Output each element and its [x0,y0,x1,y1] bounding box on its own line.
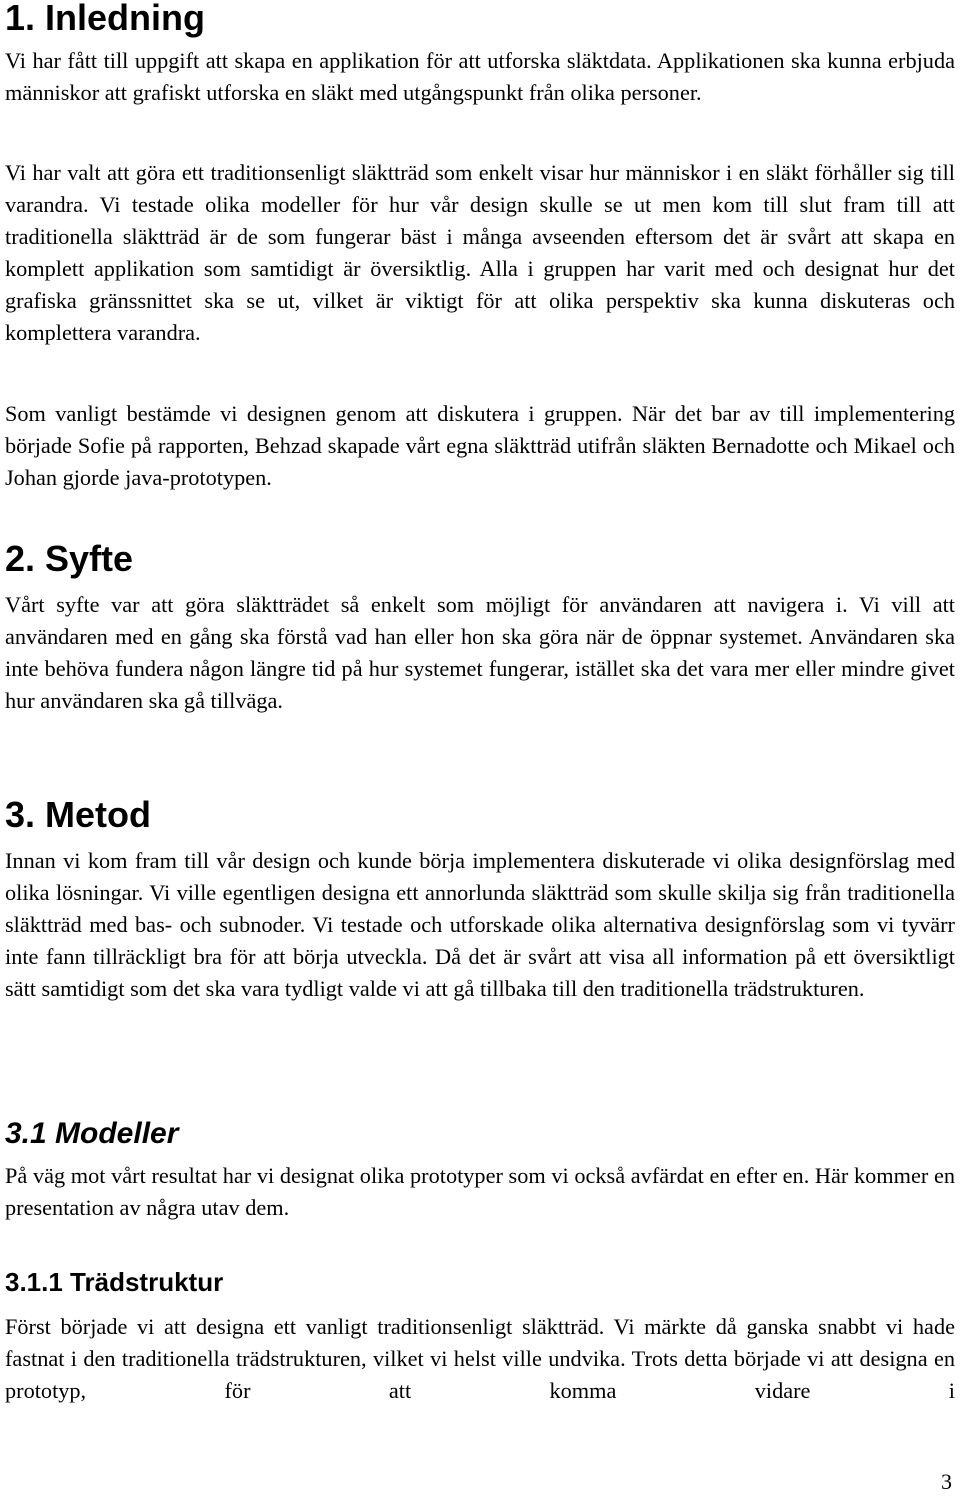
heading-tradstruktur: 3.1.1 Trädstruktur [5,1267,224,1297]
paragraph-inledning-1: Vi har fått till uppgift att skapa en applikation för att utforska släktdata. Applikationen ska kunna erbjuda människor att grafiskt utforska en släkt med utgångspunkt från olika personer. [5,48,955,105]
paragraph-tradstruktur-1: Först började vi att designa ett vanligt traditionsenligt släktträd. Vi märkte då ganska snabbt vi hade fastnat i den traditionella trädstrukturen, vilket vi helst ville undvika. Trots detta började vi att designa en prototyp, för att komma vidare i [5,1314,955,1403]
paragraph-modeller-1: På väg mot vårt resultat har vi designat olika prototyper som vi också avfärdat en efter en. Här kommer en presentation av några utav dem. [5,1163,955,1220]
heading-metod: 3. Metod [5,794,152,835]
heading-modeller: 3.1 Modeller [5,1117,179,1150]
paragraph-metod-1: Innan vi kom fram till vår design och kunde börja implementera diskuterade vi olika designförslag med olika lösningar. Vi ville egentligen designa ett annorlunda släktträd som skulle skilja sig från traditionella släktträd med bas- och subnoder. Vi testade och utforskade olika alternativa designförslag som vi tyvärr inte fann tillräckligt bra för att börja utveckla. Då det är svårt att visa all information på ett översiktligt sätt samtidigt som det ska vara tydligt valde vi att gå tillbaka till den traditionella trädstrukturen. [5,848,955,1001]
paragraph-inledning-3: Som vanligt bestämde vi designen genom att diskutera i gruppen. När det bar av till implementering började Sofie på rapporten, Behzad skapade vårt egna släktträd utifrån släkten Bernadotte och Mikael och Johan gjorde java-prototypen. [5,401,955,490]
paragraph-inledning-2: Vi har valt att göra ett traditionsenligt släktträd som enkelt visar hur människor i en släkt förhåller sig till varandra. Vi testade olika modeller för hur vår design skulle se ut men kom till slut fram till att traditionella släktträd är de som fungerar bäst i många avseenden eftersom det är svårt att skapa en komplett applikation som samtidigt är översiktlig. Alla i gruppen har varit med och designat hur det grafiska gränssnittet ska se ut, vilket är viktigt för att olika perspektiv ska kunna diskuteras och komplettera varandra. [5,160,955,345]
heading-syfte: 2. Syfte [5,538,134,579]
page-number: 3 [941,1469,952,1494]
paragraph-syfte-1: Vårt syfte var att göra släktträdet så enkelt som möjligt för användaren att navigera i. Vi vill att användaren med en gång ska förstå vad han eller hon ska göra när de öppnar systemet. Användaren ska inte behöva fundera någon längre tid på hur systemet fungerar, istället ska det vara mer eller mindre givet hur användaren ska gå tillväga. [5,592,955,713]
heading-inledning: 1. Inledning [5,0,206,38]
